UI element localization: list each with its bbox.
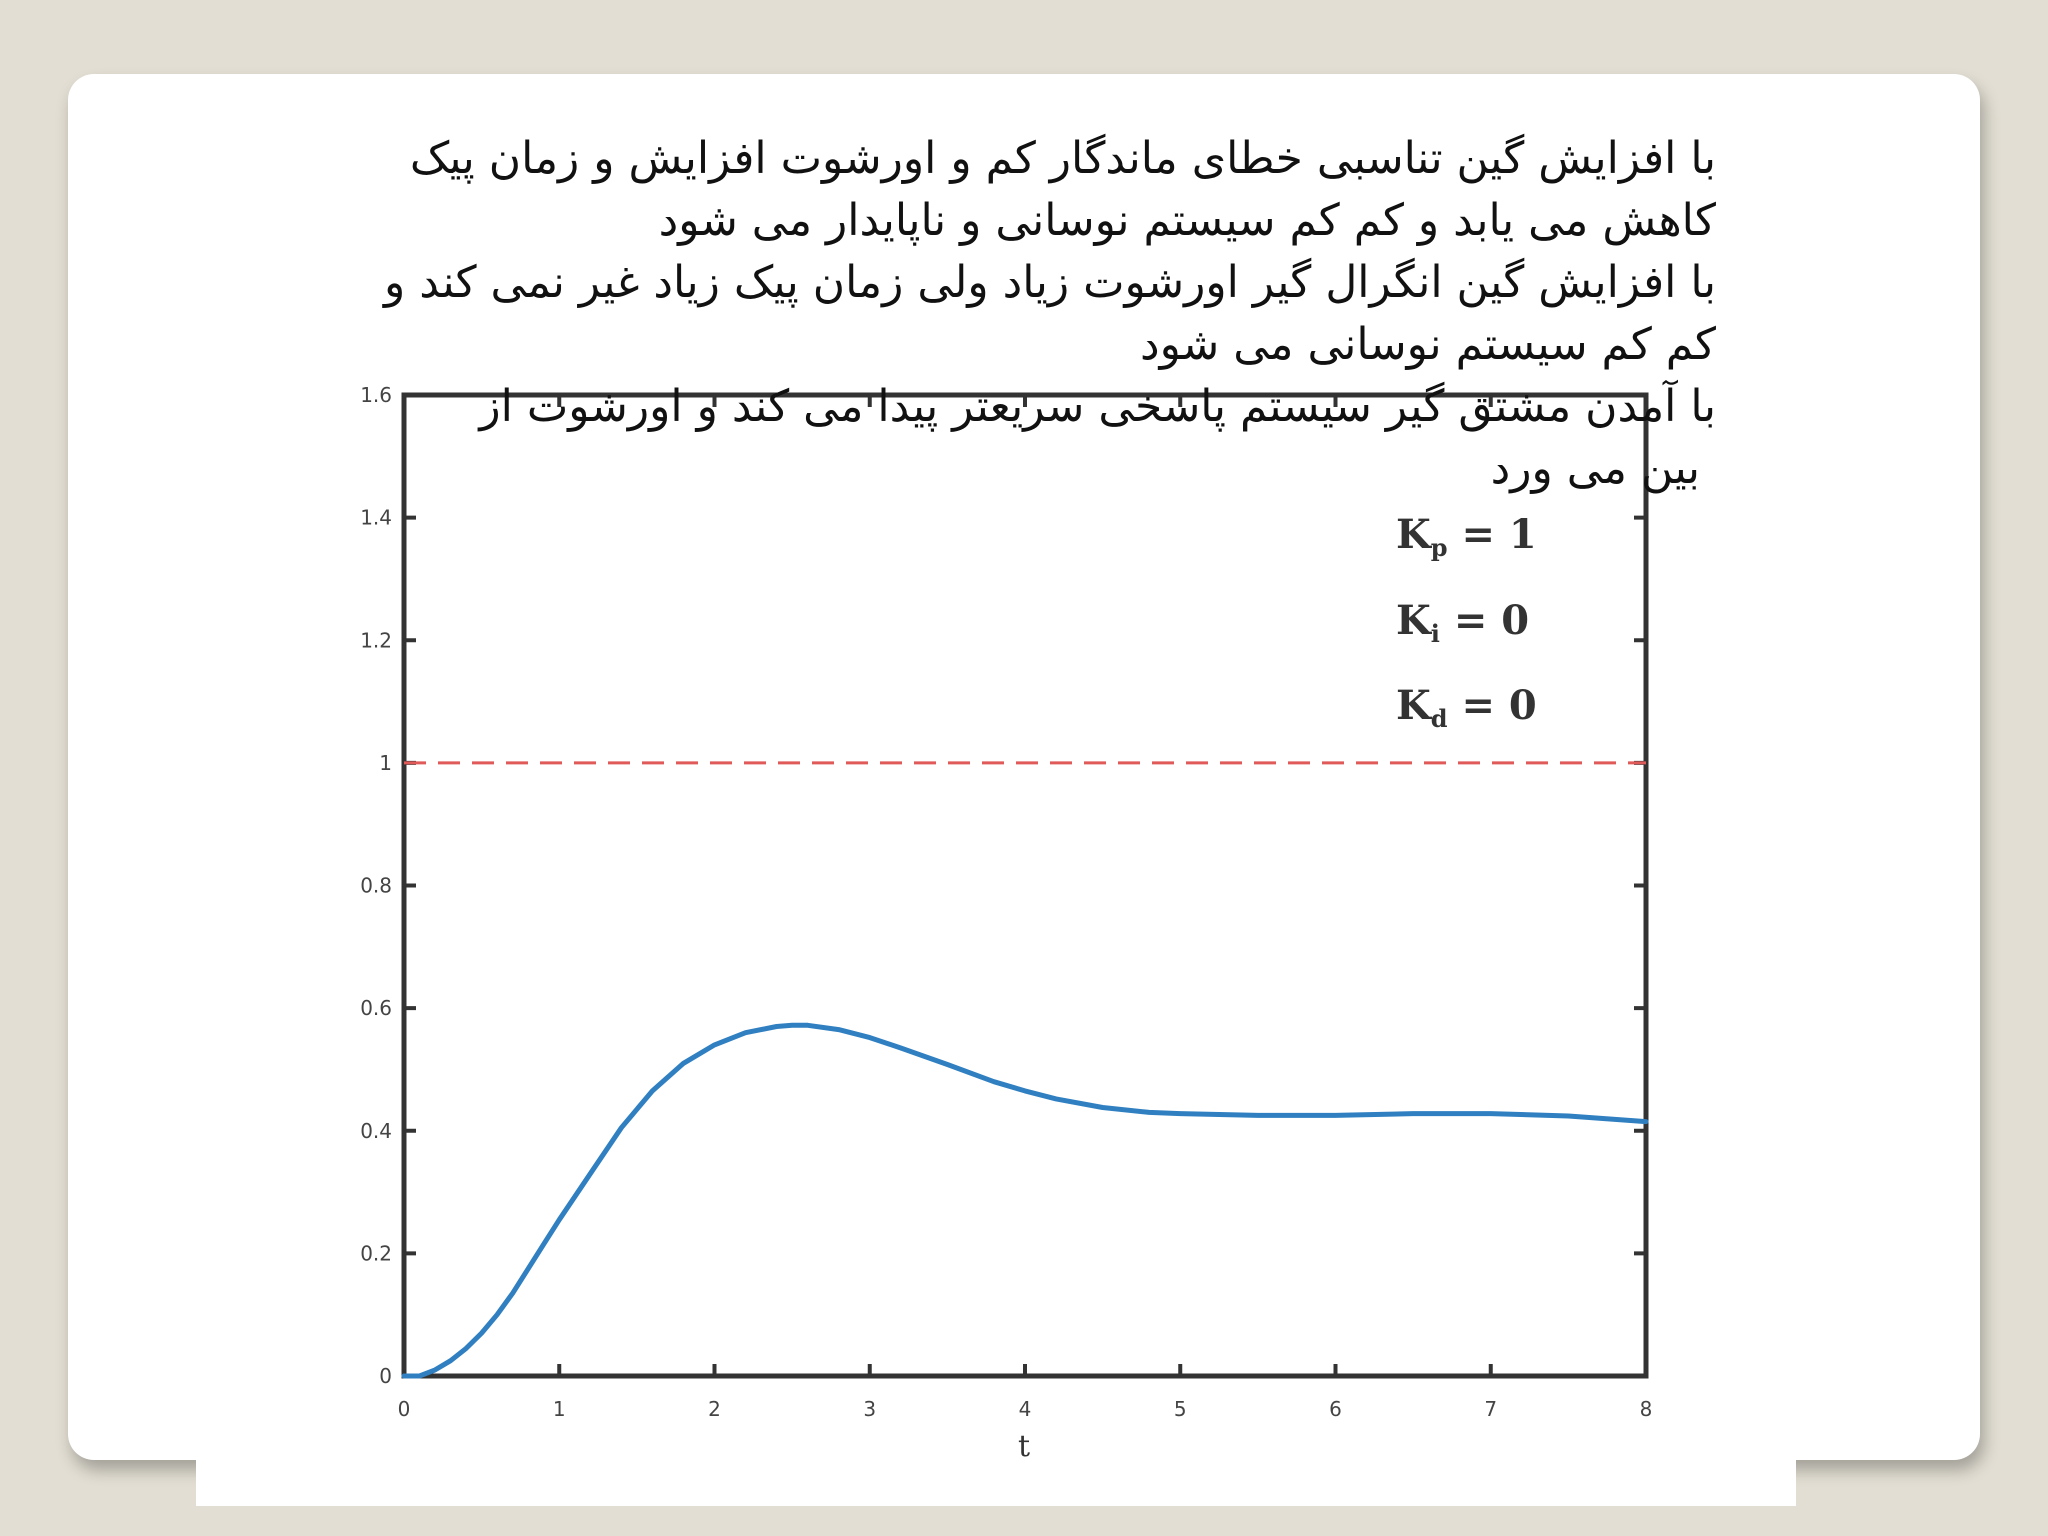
y-tick-label: 1 (379, 750, 392, 775)
note-line-6: بین می ورد (1490, 443, 1700, 494)
x-tick-label: 1 (552, 1397, 566, 1421)
x-axis-label: t (1017, 1429, 1031, 1464)
y-tick-label: 0.2 (360, 1241, 392, 1266)
x-tick-label: 7 (1484, 1397, 1498, 1421)
x-tick-label: 6 (1329, 1397, 1342, 1421)
x-tick-label: 3 (863, 1397, 877, 1421)
y-tick-label: 0.4 (360, 1118, 392, 1143)
response-curve (404, 1025, 1646, 1376)
note-line-2: کاهش می یابد و کم کم سیستم نوسانی و ناپایدار می شود (658, 195, 1716, 246)
note-line-1: با افزایش گین تناسبی خطای ماندگار کم و اورشوت افزایش و زمان پیک (409, 133, 1716, 184)
gain-annotation: $K_i = 0$ (1396, 597, 1530, 648)
notes-text (216, 128, 1716, 500)
note-line-4: کم کم سیستم نوسانی می شود (1140, 319, 1716, 370)
y-tick-label: 0 (379, 1364, 392, 1388)
y-tick-label: 1.2 (360, 628, 392, 653)
x-tick-label: 2 (708, 1397, 721, 1421)
note-line-3: با افزایش گین انگرال گیر اورشوت زیاد ولی زمان پیک زیاد غیر نمی کند و (383, 257, 1716, 308)
gain-annotation: $K_d = 0$ (1396, 682, 1537, 733)
y-tick-label: 0.8 (360, 873, 392, 898)
note-line-5: با آمدن مشتق گیر سیستم پاسخی سریعتر پیدا می کند و اورشوت از (479, 381, 1716, 432)
x-tick-label: 0 (397, 1397, 411, 1421)
y-tick-label: 1.4 (360, 505, 392, 530)
x-tick-label: 8 (1639, 1397, 1653, 1421)
y-tick-label: 1.6 (360, 383, 392, 407)
x-tick-label: 5 (1173, 1397, 1187, 1421)
x-tick-label: 4 (1018, 1397, 1032, 1421)
gain-annotation: $K_p = 1$ (1396, 511, 1537, 562)
y-tick-label: 0.6 (360, 996, 392, 1021)
